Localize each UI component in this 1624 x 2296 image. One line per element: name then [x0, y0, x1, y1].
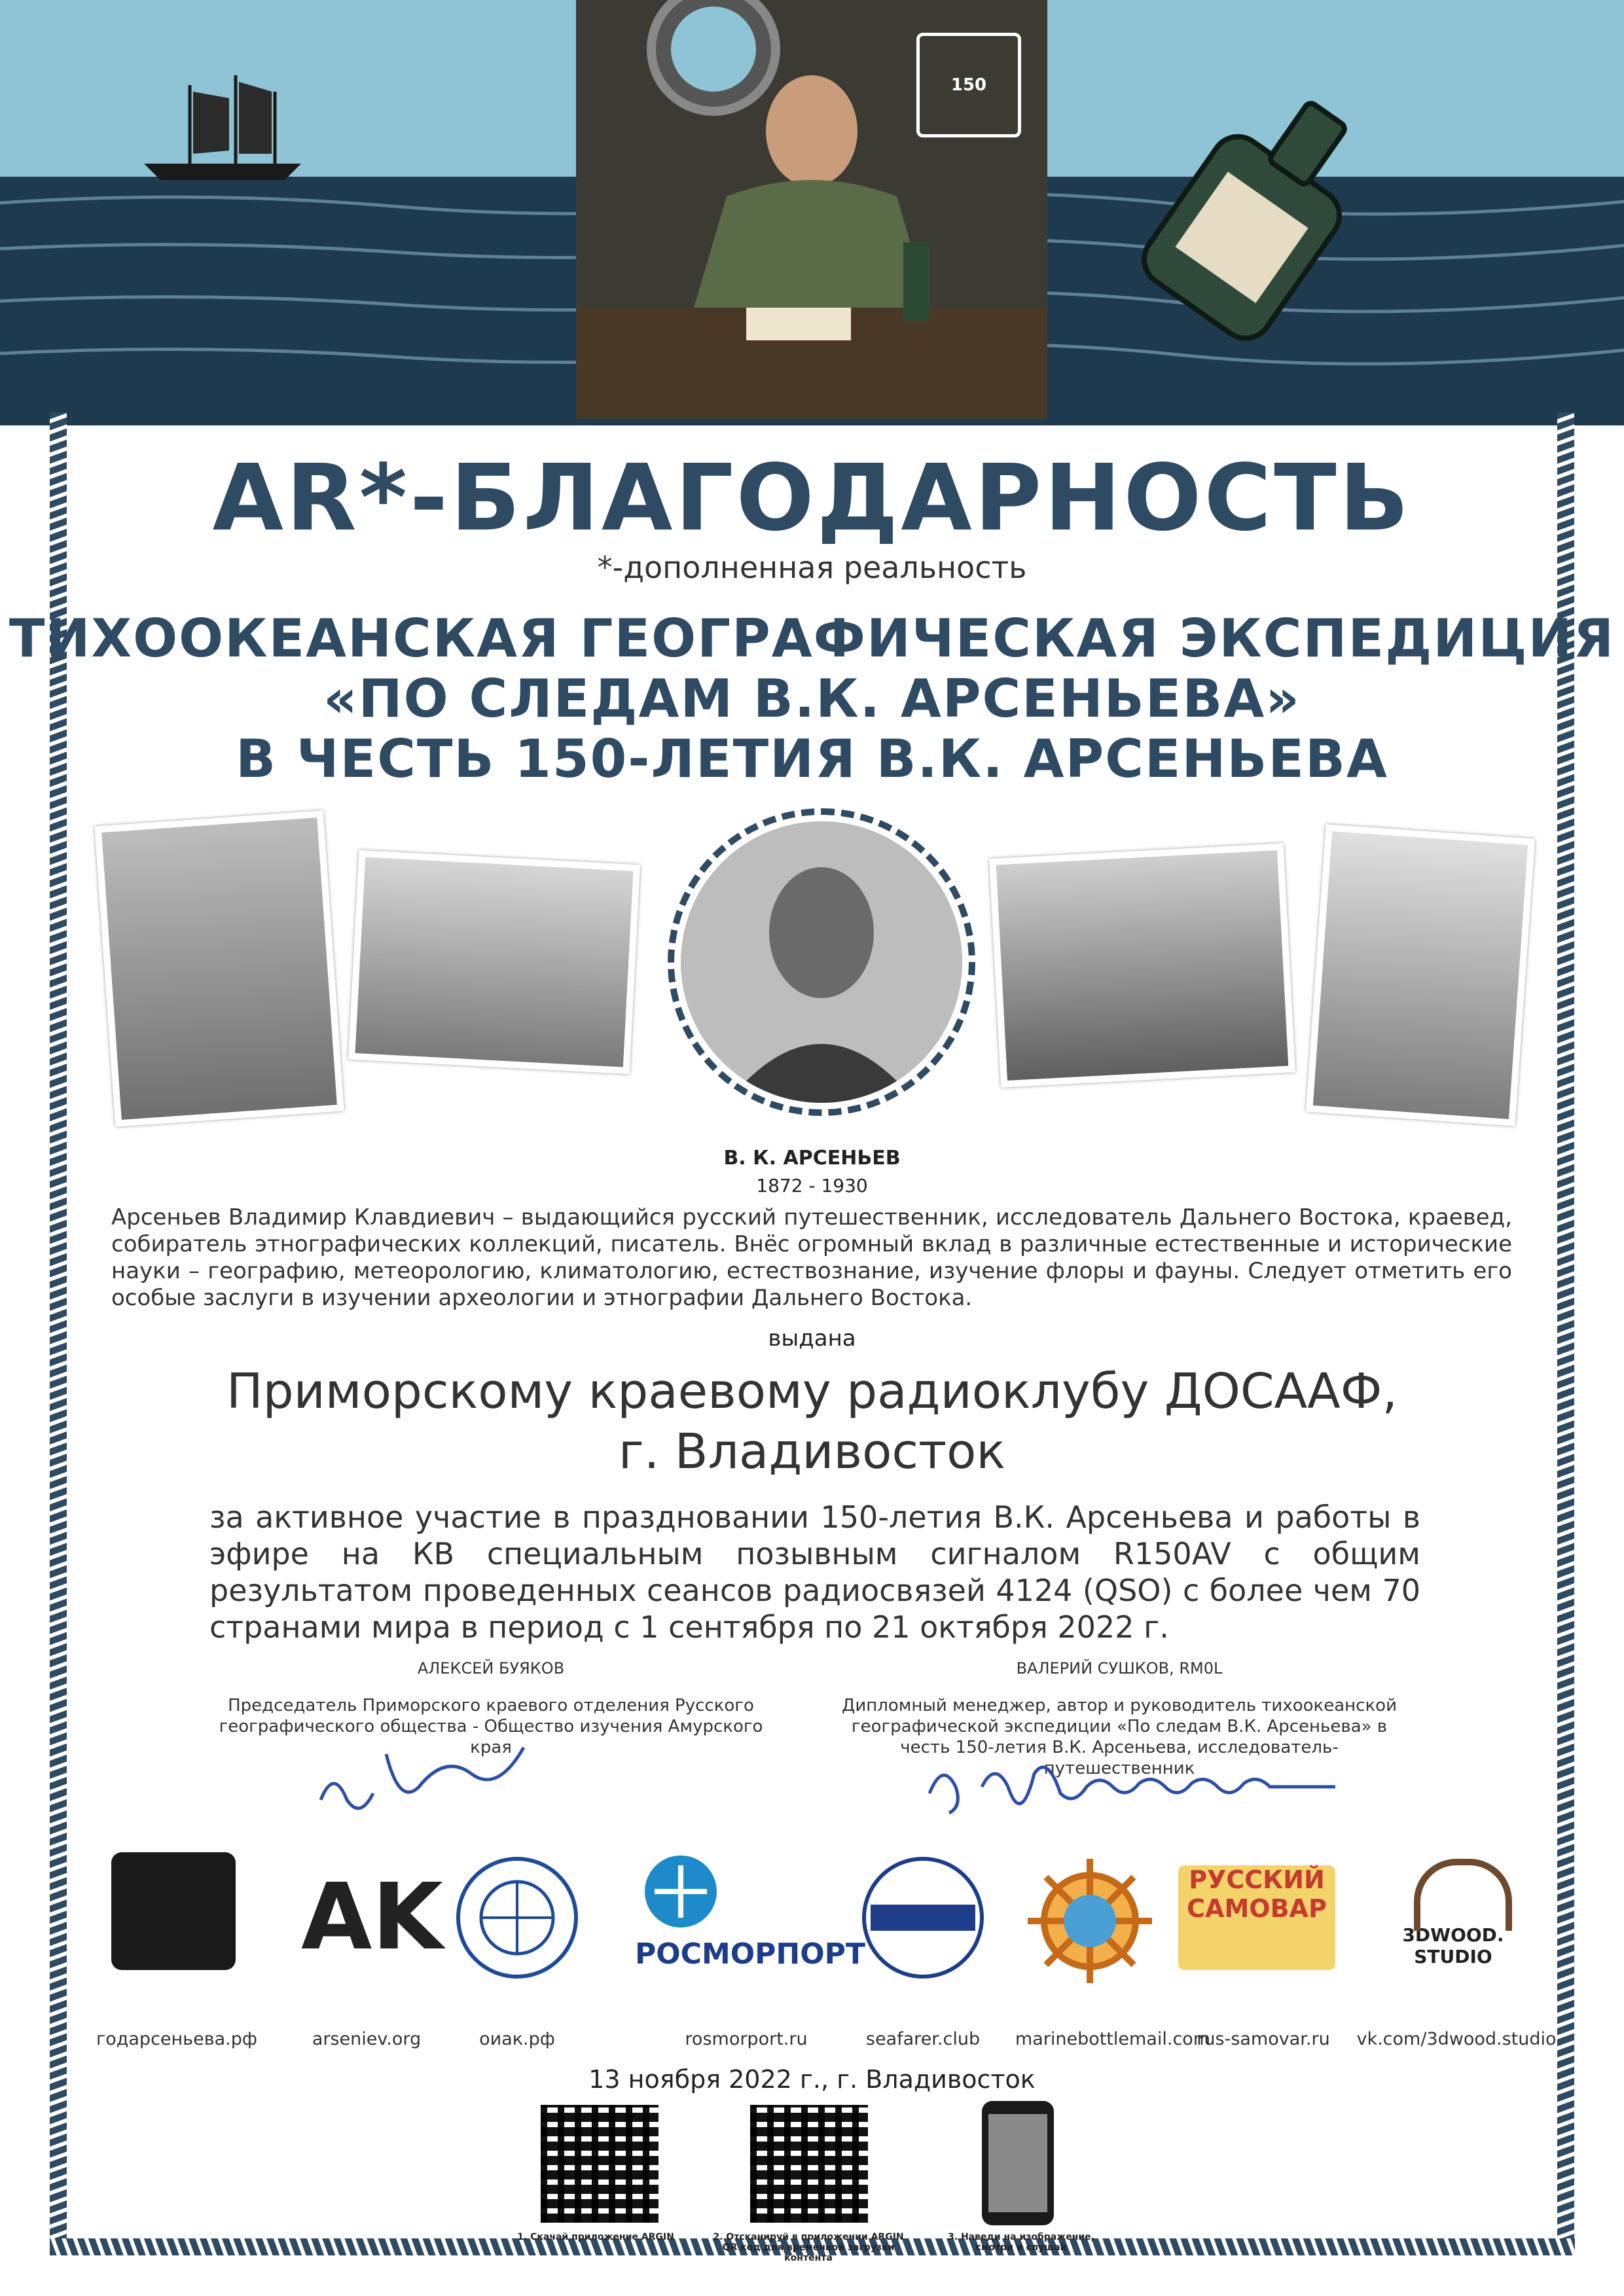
archive-photo — [989, 843, 1295, 1087]
issued-label: выдана — [768, 1325, 856, 1352]
logo-link[interactable]: vk.com/3dwood.studio — [1356, 2029, 1557, 2049]
logo-link[interactable]: оиак.рф — [479, 2029, 555, 2049]
recipient — [0, 1361, 1624, 1482]
portrait-name: В. К. АРСЕНЬЕВ — [723, 1147, 901, 1170]
recipient-line: Приморскому краевому радиоклубу ДОСААФ, — [226, 1363, 1398, 1420]
logo-link[interactable]: seafarer.club — [865, 2029, 981, 2049]
sailing-ship-icon — [131, 72, 327, 183]
step-caption: 1. Скачай приложение ARGIN — [517, 2232, 674, 2242]
ship-wheel-logo[interactable] — [1021, 1852, 1159, 1990]
logo-link[interactable]: rus-samovar.ru — [1197, 2029, 1330, 2049]
qr-code-icon[interactable] — [537, 2101, 662, 2227]
signatory-position: Дипломный менеджер, автор и руководитель тихоокеанской географической экспедиции «По следам В.К. Арсеньева» в честь 150-летия В.К. Арсеньева, исследователь-путешественник — [842, 1696, 1397, 1778]
samovar-logo[interactable]: РУССКИЙ САМОВАР — [1178, 1865, 1335, 1970]
signature-icon — [308, 1728, 543, 1833]
3dwood-logo[interactable]: 3DWOOD. STUDIO — [1402, 1924, 1504, 1967]
recipient-line: г. Владивосток — [618, 1424, 1006, 1480]
anniversary-logo: 150 — [916, 33, 1021, 137]
logo-link[interactable]: rosmorport.ru — [685, 2029, 808, 2049]
logo-captions — [96, 2029, 1557, 2055]
bottle-icon — [1087, 79, 1427, 353]
step-caption: 3. Наведи на изображение, смотри и слушай — [948, 2232, 1094, 2253]
archive-photo — [94, 810, 344, 1126]
phone-icon — [982, 2101, 1054, 2225]
moreplavatel-logo[interactable] — [857, 1852, 988, 1983]
award-reason: за активное участие в праздновании 150-летия В.К. Арсеньева и работы в эфире на КВ специальным позывным сигналом R150AV с общим результатом проведенных сеансов радиосвязей 4124 (QSO) с более чем 70 странами мира в период с 1 сентября по 21 октября 2022 г. — [209, 1499, 1420, 1645]
biography-text: Арсеньев Владимир Клавдиевич – выдающийся русский путешественник, исследователь Дальнего Востока, краевед, собиратель этнографических коллекций, писатель. Внёс огромный вклад в различные естественные и исторические науки – географию, метеорологию, климатологию, естествознание, изучение флоры и фауны. Следует отметить его особые заслуги в изучении археологии и этнографии Дальнего Востока. — [111, 1204, 1512, 1311]
god-arsenieva-logo[interactable] — [111, 1852, 236, 1970]
expedition-title — [0, 609, 1624, 789]
expedition-title-line: «ПО СЛЕДАМ В.К. АРСЕНЬЕВА» — [323, 668, 1301, 729]
signatory-name: ВАЛЕРИЙ СУШКОВ, RM0L — [1016, 1659, 1223, 1677]
ak-logo[interactable]: AK — [301, 1864, 443, 1971]
archive-photo — [348, 850, 640, 1074]
expedition-title-line: В ЧЕСТЬ 150-ЛЕТИЯ В.К. АРСЕНЬЕВА — [236, 728, 1388, 789]
page-title: AR*-БЛАГОДАРНОСТЬ — [212, 445, 1412, 552]
title-footnote: *-дополненная реальность — [597, 550, 1027, 585]
logo-link[interactable]: arseniev.org — [312, 2029, 422, 2049]
signatory-position: Председатель Приморского краевого отделения Русского географического общества - Общество изучения Амурского края — [219, 1696, 763, 1757]
rgo-globe-logo[interactable] — [452, 1852, 583, 1983]
logo-strip — [105, 1852, 1545, 2003]
3dwood-rings-icon — [1414, 1859, 1512, 1931]
rosmorport-wordmark: РОСМОРПОРТ — [635, 1937, 865, 1971]
date-place: 13 ноября 2022 г., г. Владивосток — [588, 2065, 1036, 2094]
portrait-years: 1872 - 1930 — [756, 1175, 868, 1196]
qr-code-icon[interactable] — [746, 2101, 872, 2227]
archive-photo — [1306, 824, 1535, 1126]
logo-link[interactable]: годарсеньева.рф — [96, 2029, 257, 2049]
hero-illustration — [576, 0, 1047, 419]
arseniev-portrait — [681, 821, 962, 1103]
logo-link[interactable]: marinebottlemail.com — [1015, 2029, 1211, 2049]
rosmorport-logo[interactable] — [641, 1852, 720, 1931]
signature-icon — [916, 1748, 1348, 1833]
expedition-title-line: ТИХООКЕАНСКАЯ ГЕОГРАФИЧЕСКАЯ ЭКСПЕДИЦИЯ — [9, 608, 1615, 669]
step-caption: 2. Отсканируй в приложении ARGIN QR код для временной загрузки контента — [713, 2232, 904, 2263]
signatory-name: АЛЕКСЕЙ БУЯКОВ — [417, 1659, 565, 1677]
